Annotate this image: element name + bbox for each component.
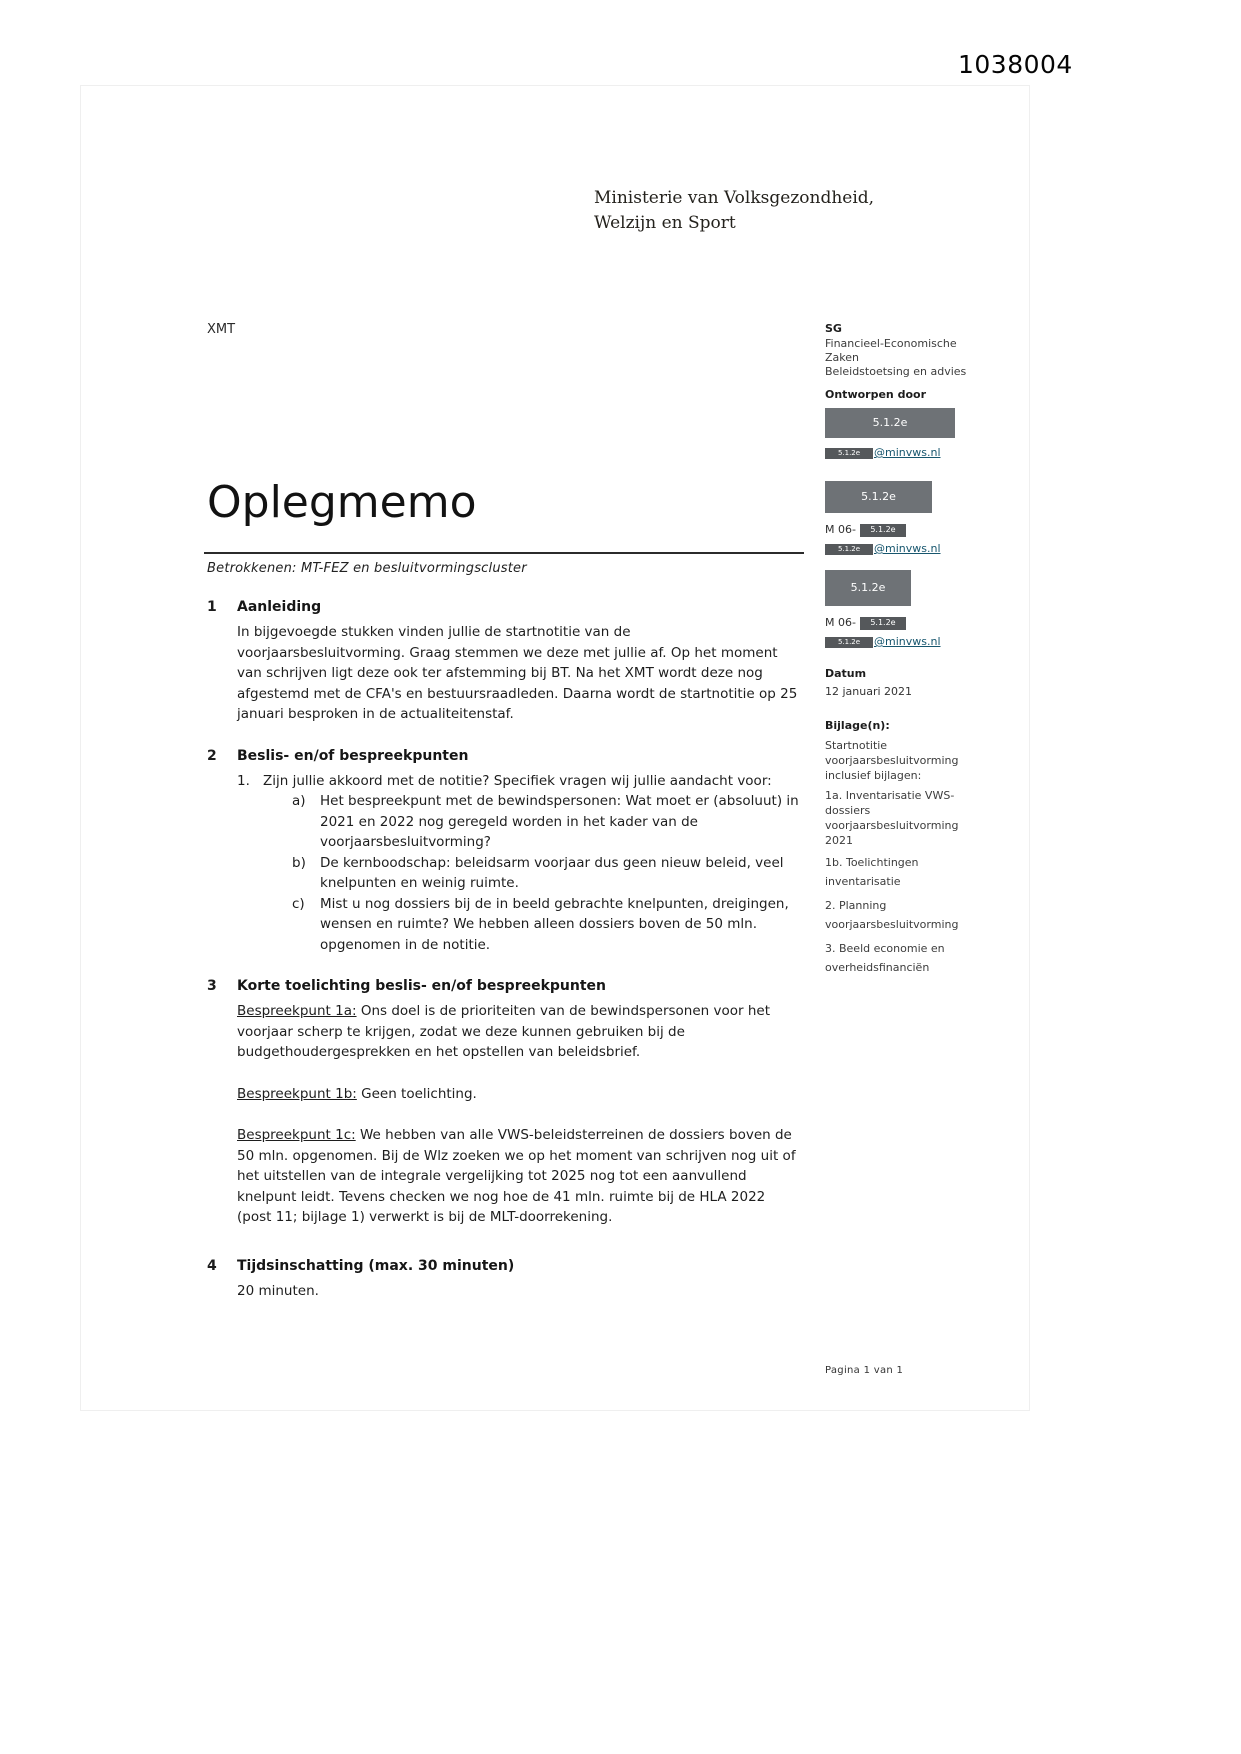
list-item-letter: a) xyxy=(292,793,306,809)
email-link[interactable]: @minvws.nl xyxy=(874,542,941,555)
paragraph-text: We hebben van alle VWS-beleidsterreinen de dossiers boven de 50 mln. opgenomen. Bij de Wlz zoeken we op het moment van schrijven nog uit of het uitstellen van de integrale vergelijking tot 2025 nog tot een aanvullend knelpunt leidt. Tevens checken we nog hoe de 41 mln. ruimte bij de HLA 2022 (post 11; bijlage 1) verwerkt is bij de MLT-doorrekening. xyxy=(237,1127,796,1225)
ministry-line-1: Ministerie van Volksgezondheid, xyxy=(594,188,875,208)
ministry-header xyxy=(594,186,874,236)
ministry-line-2: Welzijn en Sport xyxy=(594,213,736,233)
list-item-text: De kernboodschap: beleidsarm voorjaar dus geen nieuw beleid, veel knelpunten en weinig ruimte. xyxy=(320,854,784,891)
list-item-text: Het bespreekpunt met de bewindspersonen: Wat moet er (absoluut) in 2021 en 2022 nog geregeld worden in het kader van de voorjaarsbesluitvorming? xyxy=(320,793,799,850)
section-heading: Beslis- en/of bespreekpunten xyxy=(237,747,469,764)
section-bespreekpunten xyxy=(204,748,804,956)
section-paragraph xyxy=(237,1001,800,1063)
org-line-3: Beleidstoetsing en advies xyxy=(825,365,967,378)
redaction-box: 5.1.2e xyxy=(825,544,873,555)
redaction-box: 5.1.2e xyxy=(825,570,911,606)
redaction-box: 5.1.2e xyxy=(860,617,906,630)
date-value: 12 januari 2021 xyxy=(825,685,913,698)
section-toelichting xyxy=(204,978,804,1228)
section-aanleiding xyxy=(204,599,804,725)
list-item xyxy=(237,771,800,792)
page-number: Pagina 1 van 1 xyxy=(825,1365,904,1376)
list-item-letter: b) xyxy=(292,854,306,871)
paragraph-lead: Bespreekpunt 1b: xyxy=(237,1085,357,1102)
list-item-text: Mist u nog dossiers bij de in beeld gebrachte knelpunten, dreigingen, wensen en ruimte? We hebben alleen dossiers boven de 50 mln. opgenomen in de notitie. xyxy=(320,895,789,953)
section-number: 1 xyxy=(207,599,217,615)
attachments-label: Bijlage(n): xyxy=(825,719,890,732)
section-number: 2 xyxy=(207,747,217,764)
section-number: 4 xyxy=(207,1257,217,1274)
org-line-1: Financieel-Economische xyxy=(825,337,957,350)
email-link[interactable]: @minvws.nl xyxy=(874,635,941,648)
paragraph-lead: Bespreekpunt 1a: xyxy=(237,1003,357,1019)
list-item-text: Zijn jullie akkoord met de notitie? Specifiek vragen wij jullie aandacht voor: xyxy=(263,772,772,789)
section-heading: Tijdsinschatting (max. 30 minuten) xyxy=(237,1257,515,1274)
metadata-sidebar xyxy=(825,322,987,977)
designed-by-label: Ontworpen door xyxy=(825,388,926,401)
phone-prefix: M 06- xyxy=(825,616,856,629)
section-paragraph: In bijgevoegde stukken vinden jullie de startnotitie van de voorjaarsbesluitvorming. Graag stemmen we deze met jullie af. Op het moment van schrijven ligt deze ook ter afstemming bij BT. Na het XMT wordt deze nog afgestemd met de CFA's en bestuursraadleden. Daarna wordt de startnotitie op 25 januari besproken in de actualiteitenstaf. xyxy=(237,624,798,722)
list-item-number: 1. xyxy=(237,772,250,789)
title-divider xyxy=(204,552,804,554)
email-line xyxy=(825,446,987,460)
date-label: Datum xyxy=(825,667,867,680)
attachment-item: Startnotitie voorjaarsbesluitvorming inclusief bijlagen: xyxy=(825,739,959,782)
section-number: 3 xyxy=(207,978,217,994)
recipient: XMT xyxy=(207,322,236,337)
memo-body xyxy=(204,478,804,1301)
attachment-item: 3. Beeld economie en overheidsfinanciën xyxy=(825,942,945,974)
page-title: Oplegmemo xyxy=(207,477,477,528)
betrokkenen-line: Betrokkenen: MT-FEZ en besluitvormingscluster xyxy=(207,561,527,576)
redaction-box: 5.1.2e xyxy=(825,408,955,438)
section-tijdsinschatting xyxy=(204,1258,804,1302)
paragraph-lead: Bespreekpunt 1c: xyxy=(237,1127,356,1143)
attachment-item: 1b. Toelichtingen inventarisatie xyxy=(825,856,919,888)
redaction-box: 5.1.2e xyxy=(825,481,932,513)
phone-line xyxy=(825,523,987,537)
email-link[interactable]: @minvws.nl xyxy=(874,446,941,459)
list-item-letter: c) xyxy=(292,895,305,912)
redaction-box: 5.1.2e xyxy=(860,524,906,537)
attachment-item: 2. Planning voorjaarsbesluitvorming xyxy=(825,899,959,931)
org-line-2: Zaken xyxy=(825,351,859,364)
paragraph-text: Geen toelichting. xyxy=(356,1085,477,1102)
email-line xyxy=(825,542,987,556)
section-heading: Korte toelichting beslis- en/of bespreekpunten xyxy=(237,978,607,994)
attachment-item: 1a. Inventarisatie VWS-dossiers voorjaarsbesluitvorming 2021 xyxy=(825,789,959,847)
redaction-box: 5.1.2e xyxy=(825,637,873,648)
org-unit: SG xyxy=(825,322,842,335)
section-paragraph xyxy=(237,1084,800,1105)
paragraph-text: Ons doel is de prioriteiten van de bewindspersonen voor het voorjaar scherp te krijgen, zodat we deze kunnen gebruiken bij de budgethoudergesprekken en het opstellen van beleidsbrief. xyxy=(237,1003,771,1060)
section-heading: Aanleiding xyxy=(237,599,322,615)
list-item xyxy=(292,853,800,894)
list-item xyxy=(292,791,800,853)
phone-line xyxy=(825,616,987,630)
redaction-box: 5.1.2e xyxy=(825,448,873,459)
section-paragraph xyxy=(237,1125,800,1228)
document-number: 1038004 xyxy=(958,50,1073,79)
phone-prefix: M 06- xyxy=(825,523,856,536)
section-paragraph: 20 minuten. xyxy=(237,1282,319,1299)
list-item xyxy=(292,894,800,956)
email-line xyxy=(825,635,987,649)
